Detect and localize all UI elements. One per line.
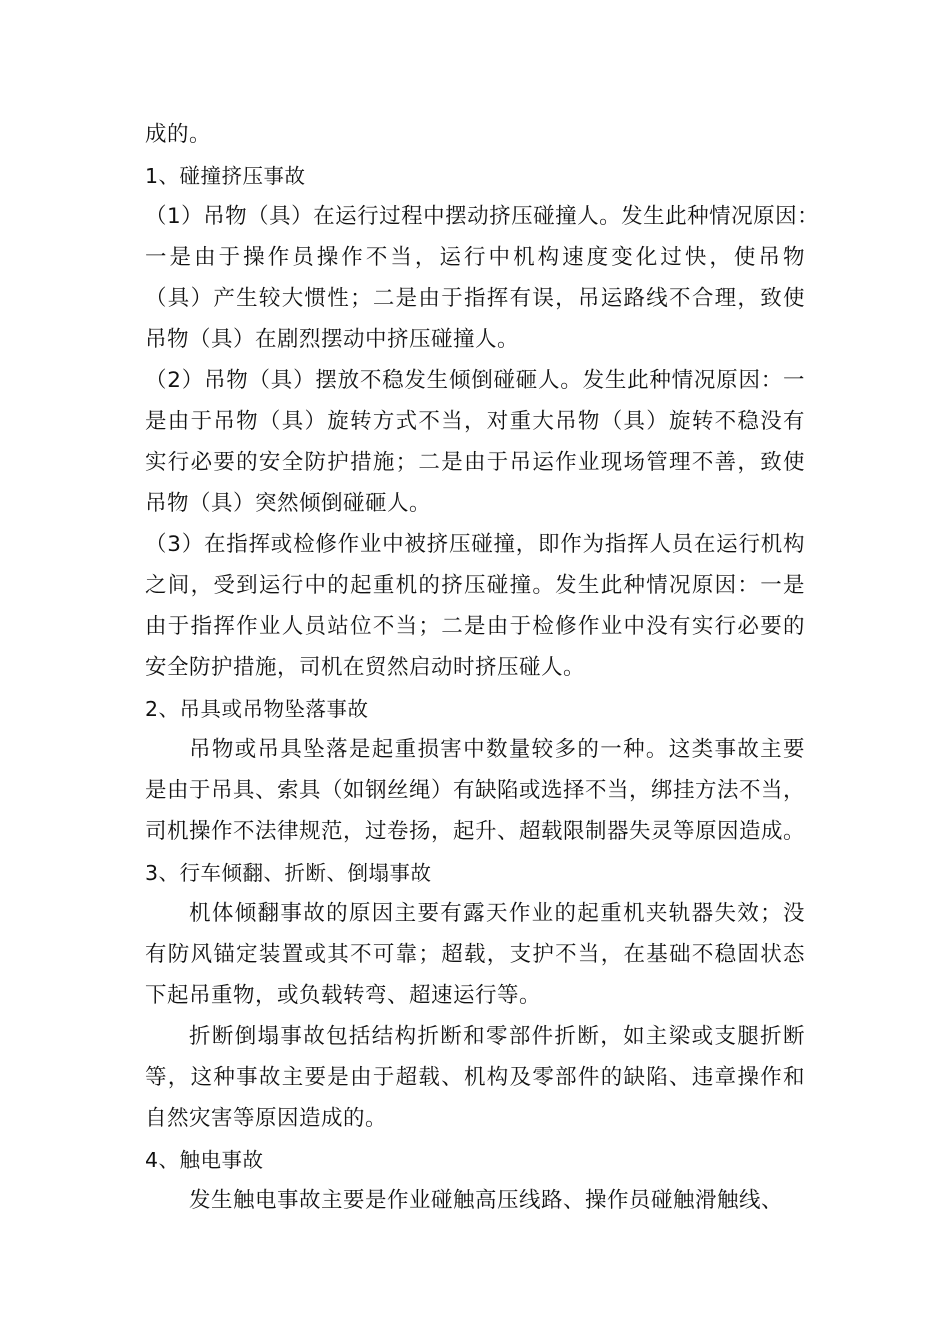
paragraph-line: 吊物（具）突然倾倒碰砸人。 (145, 491, 432, 516)
paragraph-line: 是由于吊具、索具（如钢丝绳）有缺陷或选择不当，绑挂方法不当， (145, 778, 806, 803)
section-heading-2: 2、吊具或吊物坠落事故 (145, 697, 369, 721)
paragraph-line: 实行必要的安全防护措施；二是由于吊运作业现场管理不善，致使 (145, 450, 805, 475)
paragraph-line: 有防风锚定装置或其不可靠；超载，支护不当，在基础不稳固状态 (145, 942, 805, 967)
paragraph-line: 机体倾翻事故的原因主要有露天作业的起重机夹轨器失效；没 (189, 901, 805, 926)
section-heading-1: 1、碰撞挤压事故 (145, 164, 306, 188)
paragraph-line: 安全防护措施，司机在贸然启动时挤压碰人。 (145, 655, 586, 680)
paragraph-line: （1）吊物（具）在运行过程中摆动挤压碰撞人。发生此种情况原因： (145, 204, 820, 229)
paragraph-line: 吊物或吊具坠落是起重损害中数量较多的一种。这类事故主要 (189, 737, 805, 762)
paragraph-line: （2）吊物（具）摆放不稳发生倾倒碰砸人。发生此种情况原因：一 (145, 368, 805, 393)
paragraph-line: 是由于吊物（具）旋转方式不当，对重大吊物（具）旋转不稳没有 (145, 409, 805, 434)
paragraph-line: 由于指挥作业人员站位不当；二是由于检修作业中没有实行必要的 (145, 614, 805, 639)
paragraph-line: （3）在指挥或检修作业中被挤压碰撞，即作为指挥人员在运行机构 (145, 532, 805, 557)
paragraph-line: 之间，受到运行中的起重机的挤压碰撞。发生此种情况原因：一是 (145, 573, 805, 598)
paragraph-line: 下起吊重物，或负载转弯、超速运行等。 (145, 983, 542, 1008)
section-heading-4: 4、触电事故 (145, 1148, 264, 1172)
paragraph-line: 成的。 (145, 122, 212, 147)
paragraph-line: （具）产生较大惯性；二是由于指挥有误，吊运路线不合理，致使 (145, 286, 805, 311)
paragraph-line: 折断倒塌事故包括结构折断和零部件折断，如主梁或支腿折断 (189, 1024, 805, 1049)
paragraph-line: 发生触电事故主要是作业碰触高压线路、操作员碰触滑触线、 (189, 1188, 784, 1213)
paragraph-line: 等，这种事故主要是由于超载、机构及零部件的缺陷、违章操作和 (145, 1065, 805, 1090)
section-heading-3: 3、行车倾翻、折断、倒塌事故 (145, 861, 432, 885)
paragraph-line: 司机操作不法律规范，过卷扬，起升、超载限制器失灵等原因造成。 (145, 819, 806, 844)
paragraph-line: 自然灾害等原因造成的。 (145, 1106, 388, 1131)
paragraph-line: 吊物（具）在剧烈摆动中挤压碰撞人。 (145, 327, 520, 352)
paragraph-line: 一是由于操作员操作不当，运行中机构速度变化过快，使吊物 (145, 245, 805, 270)
